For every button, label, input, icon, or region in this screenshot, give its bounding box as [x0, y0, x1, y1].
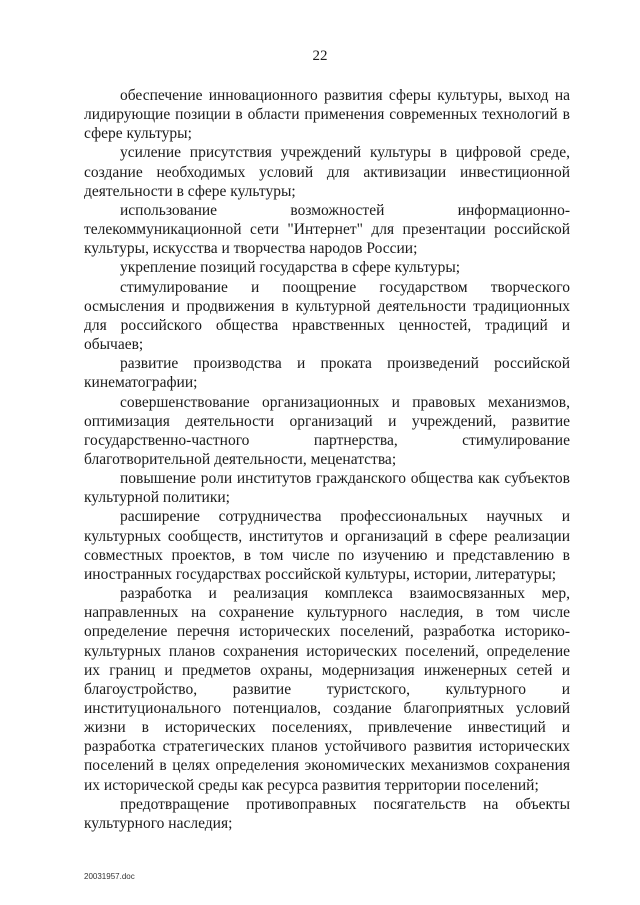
paragraph: повышение роли институтов гражданского общества как субъектов культурной политики;	[84, 470, 570, 507]
paragraph: укрепление позиций государства в сфере культуры;	[120, 259, 461, 277]
paragraph: предотвращение противоправных посягательств на объекты культурного наследия;	[84, 795, 570, 832]
document-body	[84, 86, 570, 833]
paragraph: развитие производства и проката произведений российской кинематографии;	[84, 355, 570, 392]
paragraph: разработка и реализация комплекса взаимосвязанных мер, направленных на сохранение культурного наследия, в том числе определение перечня исторических поселений, разработка историко-культурных планов сохранения исторических поселений, определение их границ и предметов охраны, модернизация инженерных сетей и благоустройство, развитие туристского, культурного и институционального потенциалов, создание благоприятных условий жизни в исторических поселениях, привлечение инвестиций и разработка стратегических планов устойчивого развития исторических поселений в целях определения экономических механизмов сохранения их исторической среды как ресурса развития территории поселений;	[84, 585, 570, 794]
page-number: 22	[312, 48, 328, 64]
paragraph: расширение сотрудничества профессиональных научных и культурных сообществ, институтов и организаций в сфере реализации совместных проектов, в том числе по изучению и представлению в иностранных государствах российской культуры, истории, литературы;	[84, 508, 570, 583]
paragraph: использование возможностей информационно-телекоммуникационной сети "Интернет" для презентации российской культуры, искусства и творчества народов России;	[84, 201, 570, 258]
paragraph: усиление присутствия учреждений культуры в цифровой среде, создание необходимых условий для активизации инвестиционной деятельности в сфере культуры;	[84, 144, 570, 200]
paragraph: обеспечение инновационного развития сферы культуры, выход на лидирующие позиции в области применения современных технологий в сфере культуры;	[84, 87, 570, 143]
paragraph: стимулирование и поощрение государством творческого осмысления и продвижения в культурной деятельности традиционных для российского общества нравственных ценностей, традиций и обычаев;	[84, 278, 570, 354]
document-code: 20031957.doc	[84, 872, 135, 881]
paragraph: совершенствование организационных и правовых механизмов, оптимизация деятельности организаций и учреждений, развитие государственно-частного партнерства, стимулирование благотворительной деятельности, меценатства;	[84, 393, 570, 468]
